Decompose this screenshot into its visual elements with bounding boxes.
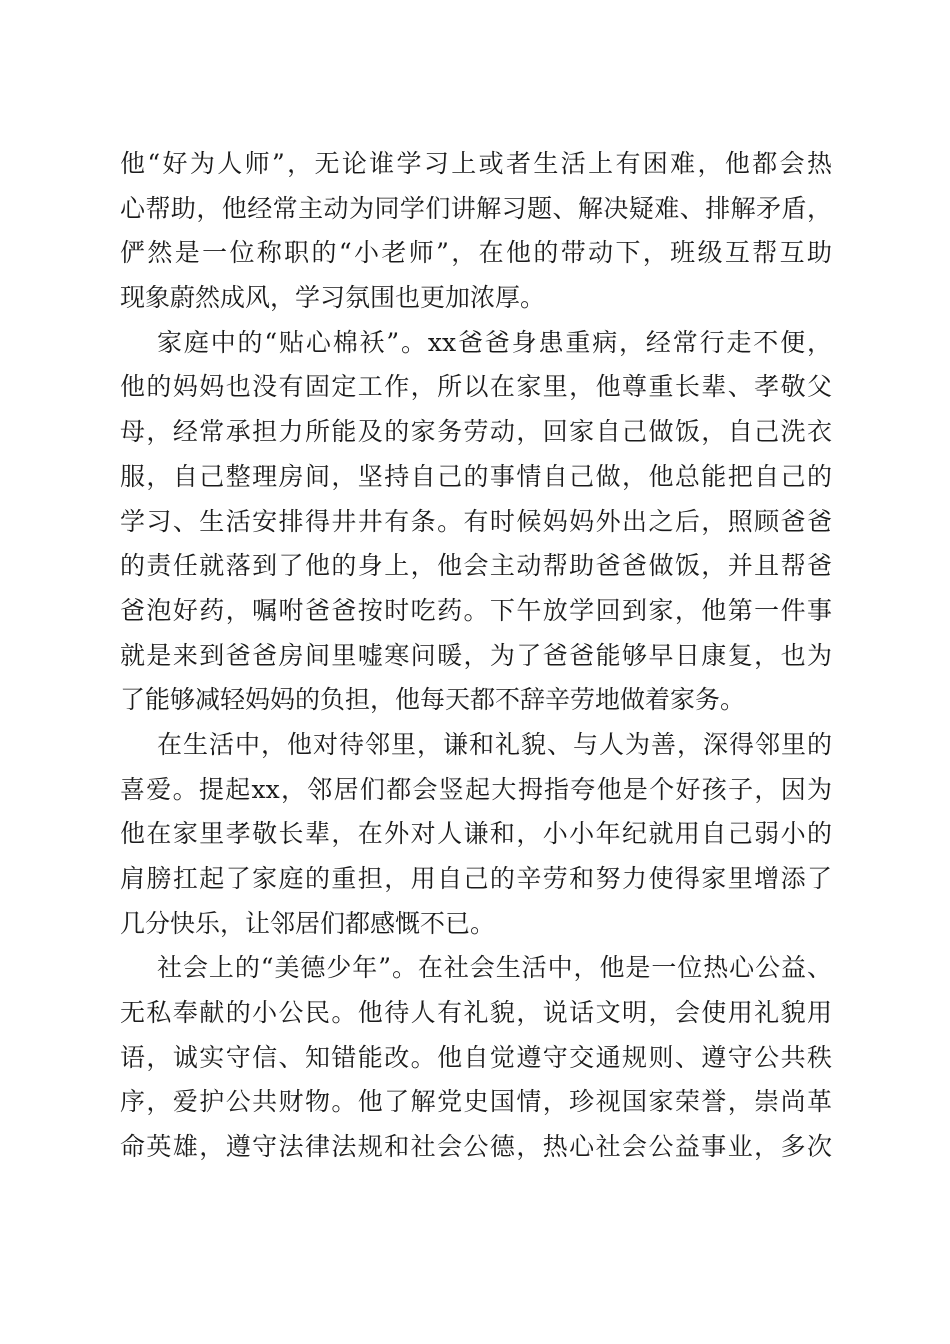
paragraph-2 xyxy=(120,321,832,723)
paragraph-line: 爸泡好药，嘱咐爸爸按时吃药。下午放学回到家，他第一件事 xyxy=(120,595,832,625)
paragraph-line: 序，爱护公共财物。他了解党史国情，珍视国家荣誉，崇尚革 xyxy=(120,1087,832,1117)
paragraph-line: 学习、生活安排得井井有条。有时候妈妈外出之后，照顾爸爸 xyxy=(120,506,832,536)
paragraph-line: 母，经常承担力所能及的家务劳动，回家自己做饭，自己洗衣 xyxy=(120,417,832,447)
paragraph-line: 他“好为人师”，无论谁学习上或者生活上有困难，他都会热 xyxy=(120,149,832,178)
paragraph-line: 喜爱。提起xx，邻居们都会竖起大拇指夸他是个好孩子，因为 xyxy=(120,774,832,804)
paragraph-line: 他的妈妈也没有固定工作，所以在家里，他尊重长辈、孝敬父 xyxy=(120,372,832,402)
paragraph-line: 几分快乐，让邻居们都感慨不已。 xyxy=(120,908,496,938)
paragraph-line: 无私奉献的小公民。他待人有礼貌，说话文明，会使用礼貌用 xyxy=(120,998,832,1028)
paragraph-3 xyxy=(120,723,832,946)
paragraph-line: 的责任就落到了他的身上，他会主动帮助爸爸做饭，并且帮爸 xyxy=(120,551,832,581)
paragraph-line: 现象蔚然成风，学习氛围也更加浓厚。 xyxy=(120,283,546,313)
paragraph-1 xyxy=(120,142,832,321)
paragraph-line: 家庭中的“贴心棉袄”。xx爸爸身患重病，经常行走不便， xyxy=(157,327,832,357)
paragraph-line: 就是来到爸爸房间里嘘寒问暖，为了爸爸能够早日康复，也为 xyxy=(120,640,832,670)
paragraph-line: 肩膀扛起了家庭的重担，用自己的辛劳和努力使得家里增添了 xyxy=(120,864,832,893)
paragraph-line: 命英雄，遵守法律法规和社会公德，热心社会公益事业，多次 xyxy=(120,1132,832,1162)
paragraph-4 xyxy=(120,946,832,1169)
paragraph-line: 在生活中，他对待邻里，谦和礼貌、与人为善，深得邻里的 xyxy=(157,729,832,759)
document-body xyxy=(120,142,832,1170)
paragraph-line: 语，诚实守信、知错能改。他自觉遵守交通规则、遵守公共秩 xyxy=(120,1042,832,1072)
paragraph-line: 俨然是一位称职的“小老师”，在他的带动下，班级互帮互助 xyxy=(120,238,832,268)
paragraph-line: 社会上的“美德少年”。在社会生活中，他是一位热心公益、 xyxy=(157,953,832,983)
paragraph-line: 了能够减轻妈妈的负担，他每天都不辞辛劳地做着家务。 xyxy=(120,685,746,715)
paragraph-line: 心帮助，他经常主动为同学们讲解习题、解决疑难、排解矛盾， xyxy=(120,193,832,223)
paragraph-line: 服，自己整理房间，坚持自己的事情自己做，他总能把自己的 xyxy=(120,461,832,491)
paragraph-line: 他在家里孝敬长辈，在外对人谦和，小小年纪就用自己弱小的 xyxy=(120,819,832,849)
